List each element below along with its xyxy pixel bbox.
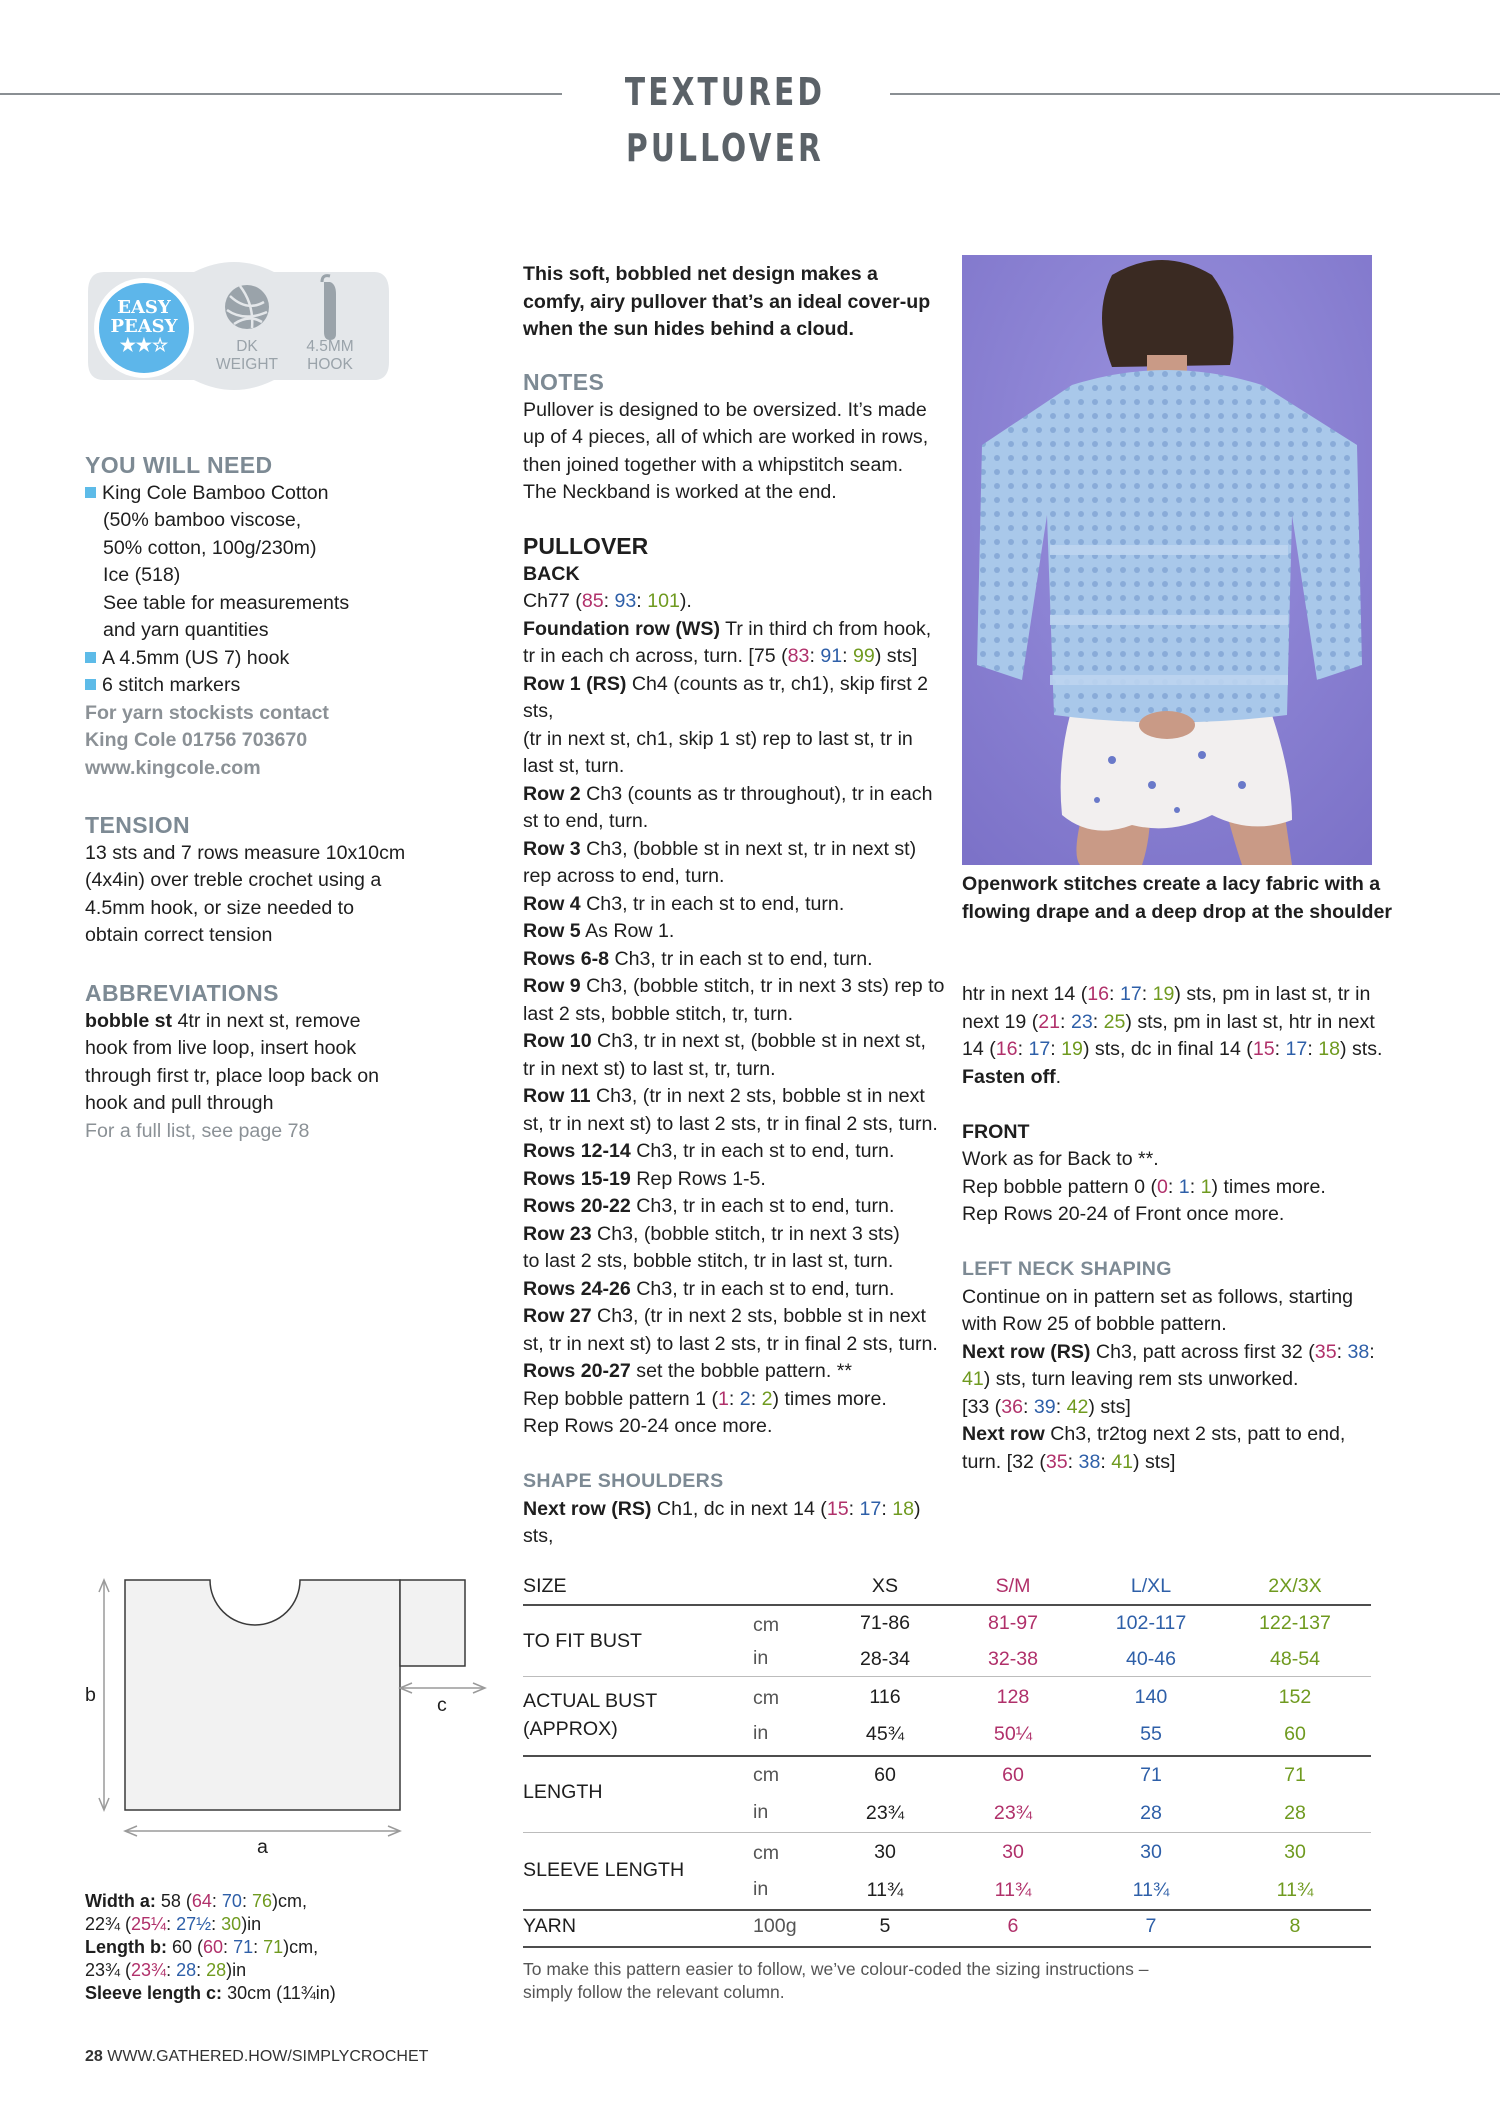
table-cell: 71 [1284, 1764, 1306, 1786]
instruction-line: Next row Ch3, tr2tog next 2 sts, patt to end, [962, 1423, 1346, 1445]
instruction-line: Continue on in pattern set as follows, starting [962, 1285, 1354, 1308]
page-title: TEXTURED PULLOVER [624, 70, 826, 170]
instruction-line: Rows 15-19 Rep Rows 1-5. [523, 1167, 766, 1190]
pullover-heading: PULLOVER [523, 533, 649, 559]
table-cell: 102-117 [1115, 1612, 1187, 1634]
table-cell: 71 [1140, 1764, 1162, 1786]
instruction-line: Row 5 As Row 1. [523, 920, 675, 942]
header-rule-left [0, 93, 562, 95]
table-cell: 71-86 [859, 1612, 911, 1634]
abbreviation-def: hook and pull through [85, 1092, 274, 1114]
table-cell: 55 [1140, 1723, 1162, 1745]
tension-heading: TENSION [85, 812, 191, 838]
table-footnote [523, 1958, 1223, 2004]
size-header-xs: XS [871, 1575, 899, 1597]
table-size-label: SIZE [523, 1575, 567, 1597]
table-cell: 28-34 [859, 1648, 911, 1670]
table-cell: 30 [1140, 1841, 1162, 1863]
instruction-line: next 19 (21: 23: 25) sts, pm in last st, htr in next [962, 1010, 1375, 1033]
measurement-sleeve: Sleeve length c: 30cm (11¾in) [85, 1983, 336, 2003]
abbreviation-def: 4tr in next st, remove [172, 1009, 361, 1032]
row-label: ACTUAL BUST [523, 1690, 658, 1712]
table-cell: 116 [869, 1686, 901, 1708]
table-divider [523, 1676, 1371, 1677]
materials-item-yarn-line: See table for measurements [103, 591, 350, 614]
table-cell: 40-46 [1125, 1648, 1177, 1670]
table-cell: 32-38 [987, 1648, 1039, 1670]
row-label-2: (APPROX) [523, 1718, 618, 1740]
size-header-lxl: L/XL [1130, 1575, 1172, 1597]
unit-cm: cm [753, 1764, 780, 1786]
instruction-line: Ch77 (85: 93: 101). [523, 590, 692, 612]
table-cell: 60 [1284, 1723, 1306, 1745]
instruction-line: Rep bobble pattern 1 (1: 2: 2) times more. [523, 1387, 887, 1410]
tension-line: 13 sts and 7 rows measure 10x10cm [85, 841, 406, 864]
instruction-line: htr in next 14 (16: 17: 19) sts, pm in last st, tr in [962, 983, 1371, 1005]
footer-url[interactable]: WWW.GATHERED.HOW/SIMPLYCROCHET [107, 2048, 429, 2065]
instruction-line: with Row 25 of bobble pattern. [962, 1313, 1227, 1335]
front-heading: FRONT [962, 1120, 1030, 1143]
measurements-list [85, 1890, 425, 2005]
table-cell: 11¾ [1276, 1879, 1314, 1901]
instruction-line: Fasten off. [962, 1065, 1062, 1088]
row-label: SLEEVE LENGTH [523, 1859, 685, 1881]
caption-line: flowing drape and a deep drop at the shoulder [962, 900, 1393, 923]
notes-line: up of 4 pieces, all of which are worked in rows, [523, 426, 929, 448]
instruction-line: Rows 20-22 Ch3, tr in each st to end, turn. [523, 1195, 895, 1217]
table-cell: 60 [1002, 1764, 1024, 1786]
stockists-line: For yarn stockists contact [85, 701, 329, 724]
abbreviation-def: hook from live loop, insert hook [85, 1037, 357, 1059]
instruction-line: Row 27 Ch3, (tr in next 2 sts, bobble st in next [523, 1305, 926, 1327]
instruction-line: Row 23 Ch3, (bobble stitch, tr in next 3 sts) [523, 1222, 900, 1245]
instruction-line: rep across to end, turn. [523, 865, 725, 887]
badge-hook-line1: 4.5MM [306, 338, 354, 355]
table-rule [523, 1946, 1371, 1948]
instruction-line: Rep Rows 20-24 once more. [523, 1415, 773, 1437]
materials-item-yarn-line: Ice (518) [103, 564, 181, 586]
instruction-line: Work as for Back to **. [962, 1148, 1159, 1170]
footnote-line: simply follow the relevant column. [523, 1982, 785, 2002]
instruction-line: Next row (RS) Ch3, patt across first 32 (35: 38: [962, 1340, 1375, 1363]
measurement-length: Length b: 60 (60: 71: 71)cm, [85, 1937, 319, 1957]
header-rule-right [890, 93, 1500, 95]
badge-level-line1: EASY [117, 297, 171, 318]
instruction-line: (tr in next st, ch1, skip 1 st) rep to last st, tr in [523, 727, 913, 750]
left-neck-heading: LEFT NECK SHAPING [962, 1258, 1172, 1280]
size-header-2x3x: 2X/3X [1268, 1575, 1322, 1597]
tension-line: (4x4in) over treble crochet using a [85, 869, 382, 891]
badge-weight-line2: WEIGHT [216, 356, 278, 373]
difficulty-badge [84, 252, 394, 400]
full-list-link[interactable]: For a full list, see page 78 [85, 1119, 310, 1142]
materials-item-yarn-line: (50% bamboo viscose, [103, 509, 302, 531]
table-rule [523, 1604, 1371, 1606]
intro-line: This soft, bobbled net design makes a [523, 263, 878, 285]
measurement-length-in: 23¾ (23¾: 28: 28)in [85, 1960, 247, 1980]
instruction-line: st, tr in next st) to last 2 sts, tr in final 2 sts, turn. [523, 1112, 938, 1135]
you-will-need-section [85, 452, 425, 782]
stockists-line: King Cole 01756 703670 [85, 729, 308, 751]
you-will-need-heading: YOU WILL NEED [85, 452, 273, 478]
garment-photo [962, 255, 1372, 865]
instruction-line: [33 (36: 39: 42) sts] [962, 1395, 1131, 1418]
table-cell: 11¾ [1132, 1879, 1170, 1901]
instruction-line: Row 4 Ch3, tr in each st to end, turn. [523, 892, 845, 915]
diagram-label-a: a [257, 1836, 268, 1858]
table-cell: 128 [996, 1686, 1030, 1708]
instruction-line: last st, turn. [523, 755, 625, 777]
stockists-link[interactable]: www.kingcole.com [85, 756, 261, 779]
notes-section [523, 369, 943, 507]
unit-cm: cm [753, 1614, 780, 1636]
instruction-line: Rows 6-8 Ch3, tr in each st to end, turn. [523, 947, 873, 970]
instruction-line: Rows 24-26 Ch3, tr in each st to end, turn. [523, 1277, 895, 1300]
table-cell: 23¾ [993, 1802, 1033, 1824]
table-cell: 81-97 [987, 1612, 1039, 1634]
table-cell: 11¾ [866, 1879, 904, 1901]
diagram-label-b: b [85, 1684, 96, 1706]
yarn-unit: 100g [753, 1915, 797, 1937]
abbreviations-heading: ABBREVIATIONS [85, 980, 279, 1006]
instruction-line: tr in next st) to last st, tr, turn. [523, 1057, 776, 1080]
instruction-line: st to end, turn. [523, 810, 649, 832]
abbreviation-term: bobble st [85, 1009, 173, 1032]
materials-item-yarn-line: and yarn quantities [103, 619, 269, 641]
instruction-line: tr in each ch across, turn. [75 (83: 91: 99) sts] [523, 645, 918, 667]
intro-text [523, 261, 943, 344]
instruction-line: turn. [32 (35: 38: 41) sts] [962, 1450, 1176, 1473]
table-cell: 48-54 [1269, 1648, 1321, 1670]
instruction-line: Rep bobble pattern 0 (0: 1: 1) times more. [962, 1175, 1326, 1198]
table-cell: 30 [1002, 1841, 1024, 1863]
instruction-line: Row 10 Ch3, tr in next st, (bobble st in next st, [523, 1030, 926, 1052]
unit-cm: cm [753, 1687, 780, 1709]
intro-line: comfy, airy pullover that’s an ideal cover-up [523, 290, 931, 313]
pattern-instructions-continued [962, 981, 1392, 1476]
instruction-line: Row 9 Ch3, (bobble stitch, tr in next 3 sts) rep to [523, 975, 945, 997]
table-cell: 5 [879, 1915, 891, 1937]
instruction-line: Row 11 Ch3, (tr in next 2 sts, bobble st in next [523, 1085, 925, 1107]
abbreviation-def: through first tr, place loop back on [85, 1064, 380, 1087]
table-cell: 28 [1284, 1802, 1306, 1824]
instruction-line: Foundation row (WS) Tr in third ch from hook, [523, 617, 932, 640]
tension-section [85, 812, 425, 950]
abbreviations-section [85, 980, 425, 1145]
notes-line: Pullover is designed to be oversized. It’s made [523, 398, 927, 421]
materials-item-markers: 6 stitch markers [85, 672, 425, 700]
table-divider [523, 1832, 1371, 1833]
table-cell: 122-137 [1259, 1612, 1331, 1634]
table-cell: 45¾ [865, 1723, 905, 1745]
instruction-line: 14 (16: 17: 19) sts, dc in final 14 (15: 17: 18) sts. [962, 1038, 1383, 1060]
table-cell: 8 [1289, 1915, 1301, 1937]
table-cell: 6 [1007, 1915, 1019, 1937]
materials-item-yarn-line: 50% cotton, 100g/230m) [103, 536, 317, 559]
shape-shoulders-heading: SHAPE SHOULDERS [523, 1470, 724, 1492]
hook-icon [322, 276, 336, 340]
unit-in: in [753, 1878, 769, 1900]
tension-line: 4.5mm hook, or size needed to [85, 896, 355, 919]
page-footer [85, 2043, 428, 2071]
size-header-sm: S/M [995, 1575, 1031, 1597]
page-number: 28 [85, 2048, 103, 2065]
yarn-ball-icon [225, 285, 269, 329]
caption-line: Openwork stitches create a lacy fabric with a [962, 873, 1381, 895]
schematic-diagram [80, 1570, 500, 1870]
unit-cm: cm [753, 1842, 780, 1864]
table-cell: 50¼ [993, 1723, 1033, 1745]
table-cell: 7 [1145, 1915, 1157, 1937]
unit-in: in [753, 1722, 769, 1744]
badge-hook-line2: HOOK [307, 356, 353, 373]
table-cell: 11¾ [994, 1879, 1032, 1901]
diagram-label-c: c [437, 1694, 447, 1716]
unit-in: in [753, 1647, 769, 1669]
table-rule [523, 1755, 1371, 1757]
back-heading: BACK [523, 562, 580, 585]
table-cell: 60 [874, 1764, 896, 1786]
table-cell: 152 [1278, 1686, 1312, 1708]
instruction-line: Row 3 Ch3, (bobble st in next st, tr in next st) [523, 837, 917, 860]
badge-weight-line1: DK [236, 338, 258, 355]
instruction-line: st, tr in next st) to last 2 sts, tr in final 2 sts, turn. [523, 1332, 938, 1355]
instruction-line: Rows 12-14 Ch3, tr in each st to end, turn. [523, 1140, 895, 1162]
instruction-line: Rows 20-27 set the bobble pattern. ** [523, 1360, 852, 1382]
row-label: LENGTH [523, 1781, 603, 1803]
unit-in: in [753, 1801, 769, 1823]
notes-line: then joined together with a whipstitch seam. [523, 453, 904, 476]
table-cell: 28 [1140, 1802, 1162, 1824]
photo-caption [962, 871, 1402, 926]
measurement-width: Width a: 58 (64: 70: 76)cm, [85, 1891, 307, 1911]
instruction-line: Next row (RS) Ch1, dc in next 14 (15: 17: 18) sts, [523, 1497, 921, 1547]
table-cell: 30 [1284, 1841, 1306, 1863]
badge-level-line2: PEASY [110, 316, 178, 337]
measurement-width-in: 22¾ (25¼: 27½: 30)in [85, 1914, 262, 1934]
yarn-label: YARN [523, 1915, 576, 1937]
materials-item-yarn: King Cole Bamboo Cotton [85, 480, 425, 508]
materials-item-hook: A 4.5mm (US 7) hook [85, 645, 425, 673]
instruction-line: Row 1 (RS) Ch4 (counts as tr, ch1), skip first 2 sts, [523, 672, 929, 722]
table-cell: 23¾ [865, 1802, 905, 1824]
pattern-instructions [523, 533, 953, 1551]
instruction-line: to last 2 sts, bobble stitch, tr in last st, turn. [523, 1250, 894, 1272]
badge-stars: ★★☆ [119, 335, 169, 356]
footnote-line: To make this pattern easier to follow, we’ve colour-coded the sizing instructions – [523, 1959, 1149, 1979]
intro-line: when the sun hides behind a cloud. [523, 318, 854, 340]
row-label: TO FIT BUST [523, 1630, 643, 1652]
table-rule [523, 1909, 1371, 1911]
notes-heading: NOTES [523, 369, 605, 395]
table-cell: 140 [1134, 1686, 1168, 1708]
instruction-line: 41) sts, turn leaving rem sts unworked. [962, 1368, 1299, 1390]
notes-line: The Neckband is worked at the end. [523, 481, 837, 503]
instruction-line: Rep Rows 20-24 of Front once more. [962, 1203, 1285, 1225]
instruction-line: Row 2 Ch3 (counts as tr throughout), tr in each [523, 782, 933, 805]
instruction-line: last 2 sts, bobble stitch, tr, turn. [523, 1002, 794, 1025]
table-cell: 30 [874, 1841, 896, 1863]
tension-line: obtain correct tension [85, 924, 273, 946]
